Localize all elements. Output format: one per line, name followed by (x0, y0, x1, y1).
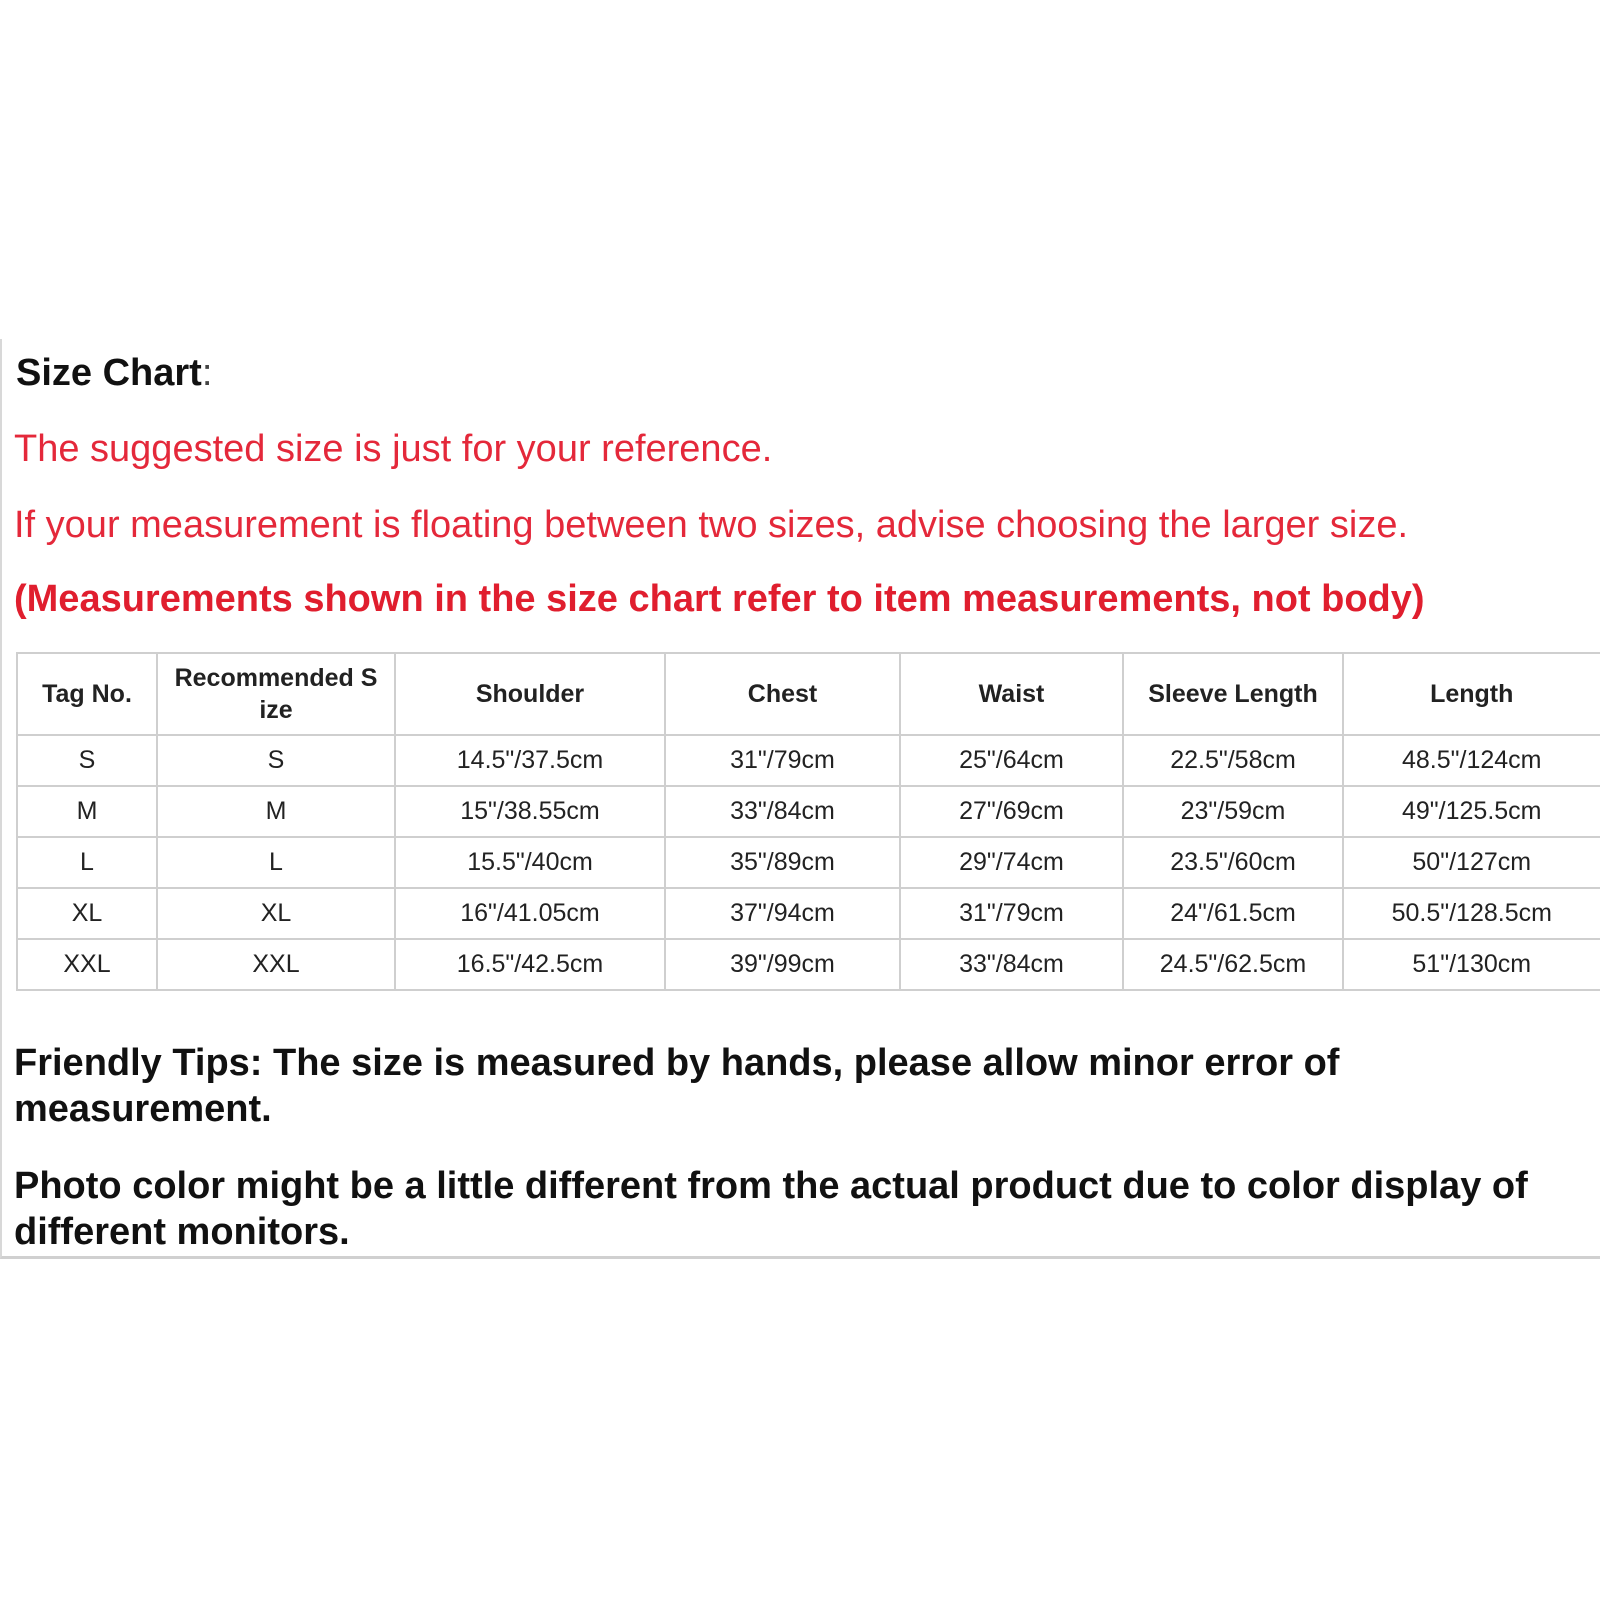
cell-recommended-size: S (157, 735, 395, 786)
header-waist: Waist (900, 653, 1123, 735)
cell-waist: 33"/84cm (900, 939, 1123, 990)
cell-sleeve-length: 24"/61.5cm (1123, 888, 1343, 939)
cell-recommended-size: M (157, 786, 395, 837)
cell-recommended-size: XXL (157, 939, 395, 990)
between-sizes-note: If your measurement is floating between two sizes, advise choosing the larger size. (14, 504, 1409, 546)
cell-sleeve-length: 22.5"/58cm (1123, 735, 1343, 786)
cell-waist: 31"/79cm (900, 888, 1123, 939)
title-text: Size Chart (16, 352, 202, 394)
cell-shoulder: 15.5"/40cm (395, 837, 665, 888)
table-header-row (17, 653, 1600, 735)
cell-chest: 33"/84cm (665, 786, 900, 837)
item-measurements-note: (Measurements shown in the size chart refer to item measurements, not body) (14, 578, 1425, 620)
title-colon: : (201, 352, 213, 394)
header-sleeve-length: Sleeve Length (1123, 653, 1343, 735)
page-title (16, 352, 212, 395)
cell-length: 48.5"/124cm (1343, 735, 1600, 786)
size-table (16, 652, 1600, 991)
reference-note: The suggested size is just for your reference. (14, 428, 773, 470)
cell-waist: 27"/69cm (900, 786, 1123, 837)
cell-length: 50.5"/128.5cm (1343, 888, 1600, 939)
cell-length: 50"/127cm (1343, 837, 1600, 888)
table-row (17, 888, 1600, 939)
cell-shoulder: 14.5"/37.5cm (395, 735, 665, 786)
header-shoulder: Shoulder (395, 653, 665, 735)
cell-recommended-size: XL (157, 888, 395, 939)
cell-sleeve-length: 23.5"/60cm (1123, 837, 1343, 888)
cell-length: 51"/130cm (1343, 939, 1600, 990)
cell-length: 49"/125.5cm (1343, 786, 1600, 837)
header-chest: Chest (665, 653, 900, 735)
header-length: Length (1343, 653, 1600, 735)
table-row (17, 735, 1600, 786)
cell-waist: 29"/74cm (900, 837, 1123, 888)
table-row (17, 939, 1600, 990)
cell-tag-no: S (17, 735, 157, 786)
cell-chest: 37"/94cm (665, 888, 900, 939)
header-recommended-size: Recommended S ize (157, 653, 395, 735)
cell-shoulder: 15"/38.55cm (395, 786, 665, 837)
table-row (17, 786, 1600, 837)
cell-chest: 35"/89cm (665, 837, 900, 888)
cell-tag-no: M (17, 786, 157, 837)
cell-chest: 31"/79cm (665, 735, 900, 786)
cell-tag-no: L (17, 837, 157, 888)
cell-tag-no: XL (17, 888, 157, 939)
cell-sleeve-length: 23"/59cm (1123, 786, 1343, 837)
cell-shoulder: 16"/41.05cm (395, 888, 665, 939)
table-row (17, 837, 1600, 888)
cell-shoulder: 16.5"/42.5cm (395, 939, 665, 990)
cell-tag-no: XXL (17, 939, 157, 990)
cell-waist: 25"/64cm (900, 735, 1123, 786)
cell-chest: 39"/99cm (665, 939, 900, 990)
photo-color-note: Photo color might be a little different from the actual product due to color display of different monitors. (14, 1165, 1528, 1253)
friendly-tips: Friendly Tips: The size is measured by hands, please allow minor error of measurement. (14, 1042, 1340, 1130)
cell-sleeve-length: 24.5"/62.5cm (1123, 939, 1343, 990)
cell-recommended-size: L (157, 837, 395, 888)
header-tag-no: Tag No. (17, 653, 157, 735)
